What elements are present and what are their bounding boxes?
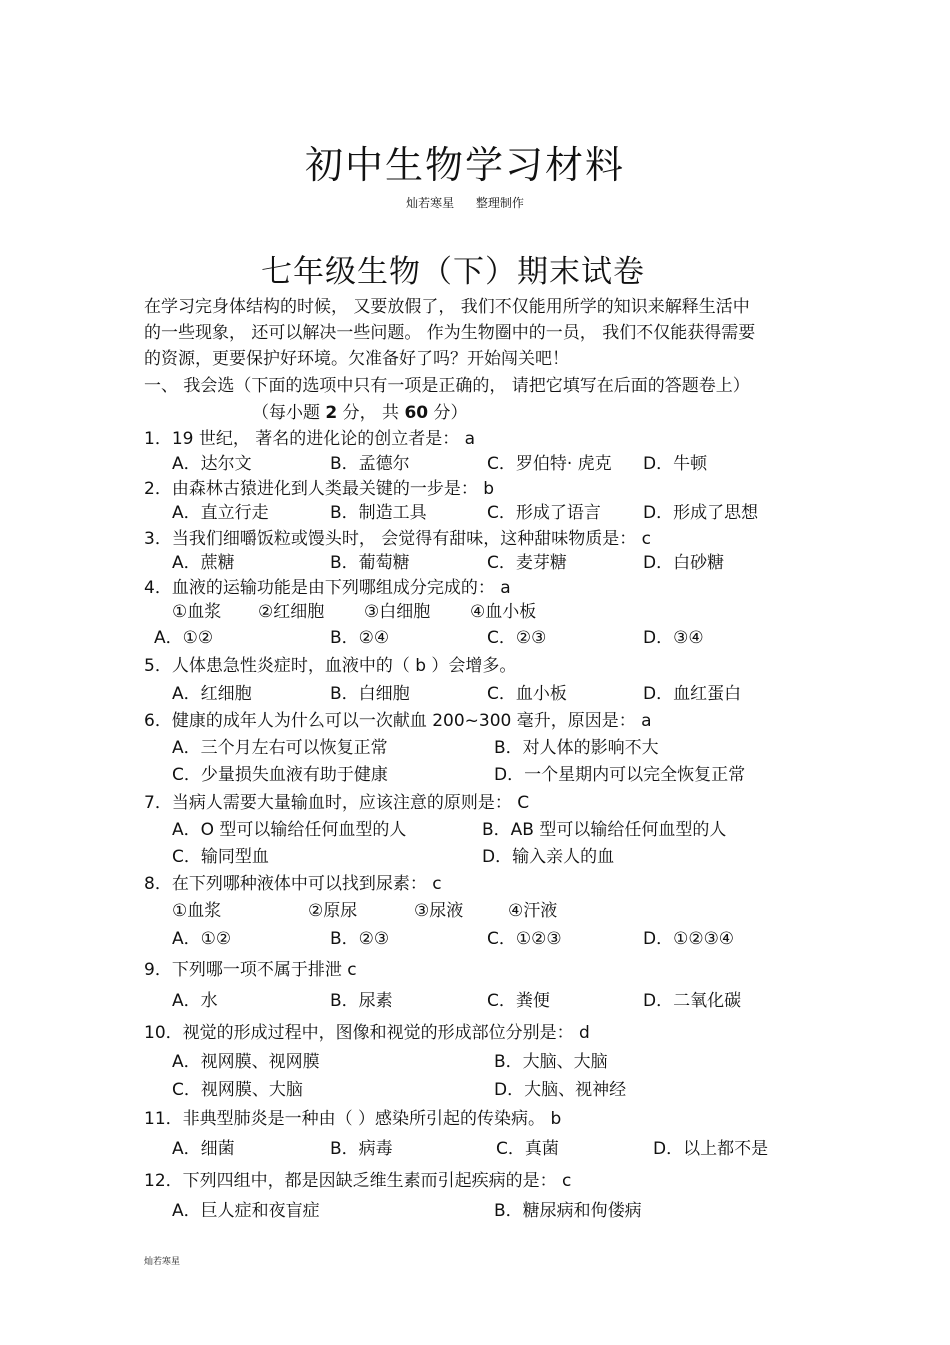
option: A．蔗糖 [172,553,235,573]
option: B．葡萄糖 [330,553,410,573]
sub-item: ④汗液 [508,901,558,921]
option: D．以上都不是 [653,1139,769,1159]
option: B．制造工具 [330,503,427,523]
question-stem: 3．当我们细嚼饭粒或馒头时， 会觉得有甜味，这种甜味物质是： c [144,529,651,549]
option: A．O 型可以输给任何血型的人 [172,820,407,840]
question-stem: 7．当病人需要大量输血时，应该注意的原则是： C [144,793,530,813]
option: D．输入亲人的血 [482,847,615,867]
option: A．水 [172,991,218,1011]
note-prefix: （每小题 [252,403,326,423]
question-stem: 8．在下列哪种液体中可以找到尿素： c [144,874,442,894]
option: C．视网膜、大脑 [172,1080,303,1100]
option: D．③④ [643,628,704,648]
note-suffix: 分） [428,403,468,423]
note-total: 60 [404,403,429,423]
note-middle: 分， 共 [337,403,405,423]
option: C．②③ [487,628,547,648]
sub-item: ③白细胞 [364,602,431,622]
option: C．麦芽糖 [487,553,567,573]
sub-item: ②红细胞 [258,602,325,622]
option: B．AB 型可以输给任何血型的人 [482,820,727,840]
option: C．少量损失血液有助于健康 [172,765,388,785]
option: B．孟德尔 [330,454,410,474]
option: D．白砂糖 [643,553,725,573]
option: C．输同型血 [172,847,269,867]
question-stem: 4．血液的运输功能是由下列哪组成分完成的： a [144,578,511,598]
intro-line: 的资源，更要保护好环境。欠准备好了吗？开始闯关吧！ [144,349,569,369]
option: A．巨人症和夜盲症 [172,1201,320,1221]
option: A．细菌 [172,1139,235,1159]
intro-line: 的一些现象， 还可以解决一些问题。 作为生物圈中的一员， 我们不仅能获得需要 [144,323,756,343]
document-subtitle: 灿若寒星 整理制作 [406,196,524,210]
question-stem: 6．健康的成年人为什么可以一次献血 200~300 毫升，原因是： a [144,711,652,731]
option: B．病毒 [330,1139,393,1159]
question-stem: 11．非典型肺炎是一种由（ ）感染所引起的传染病。 b [144,1109,562,1129]
option: C．真菌 [496,1139,559,1159]
sub-item: ④血小板 [470,602,537,622]
option: C．血小板 [487,684,567,704]
intro-line: 在学习完身体结构的时候， 又要放假了， 我们不仅能用所学的知识来解释生活中 [144,297,750,317]
note-points: 2 [325,403,338,423]
option: A．达尔文 [172,454,252,474]
exam-title: 七年级生物（下）期末试卷 [261,254,645,290]
option: D．牛顿 [643,454,708,474]
sub-item: ①血浆 [172,901,222,921]
question-stem: 1．19 世纪， 著名的进化论的创立者是： a [144,429,476,449]
option: B．糖尿病和佝偻病 [494,1201,642,1221]
question-stem: 12．下列四组中，都是因缺乏维生素而引起疾病的是： c [144,1171,572,1191]
option: B．②③ [330,929,390,949]
section-heading: 一、 我会选（下面的选项中只有一项是正确的， 请把它填写在后面的答题卷上） [144,376,750,396]
option: C．粪便 [487,991,550,1011]
page-footer: 灿若寒星 [144,1257,181,1267]
option: D．血红蛋白 [643,684,742,704]
option: A．视网膜、视网膜 [172,1052,320,1072]
option: B．大脑、大脑 [494,1052,608,1072]
option: C．罗伯特· 虎克 [487,454,612,474]
option: B．尿素 [330,991,393,1011]
sub-item: ③尿液 [414,901,464,921]
option: A．三个月左右可以恢复正常 [172,738,388,758]
section-note [252,398,468,423]
sub-item: ①血浆 [172,602,222,622]
document-title: 初中生物学习材料 [304,143,625,187]
option: A．①② [172,929,232,949]
sub-item: ②原尿 [308,901,358,921]
option: D．大脑、视神经 [494,1080,627,1100]
option: B．白细胞 [330,684,410,704]
question-stem: 5．人体患急性炎症时，血液中的（ b ）会增多。 [144,656,517,676]
option: C．形成了语言 [487,503,601,523]
option: D．①②③④ [643,929,735,949]
question-stem: 9．下列哪一项不属于排泄 c [144,960,357,980]
option: D．形成了思想 [643,503,759,523]
option: B．②④ [330,628,390,648]
option: C．①②③ [487,929,562,949]
option: A．红细胞 [172,684,252,704]
option: A．直立行走 [172,503,269,523]
option: B．对人体的影响不大 [494,738,659,758]
option: D．一个星期内可以完全恢复正常 [494,765,746,785]
option: A．①② [154,628,214,648]
question-stem: 10．视觉的形成过程中，图像和视觉的形成部位分别是： d [144,1023,590,1043]
question-stem: 2．由森林古猿进化到人类最关键的一步是： b [144,479,495,499]
option: D．二氧化碳 [643,991,742,1011]
